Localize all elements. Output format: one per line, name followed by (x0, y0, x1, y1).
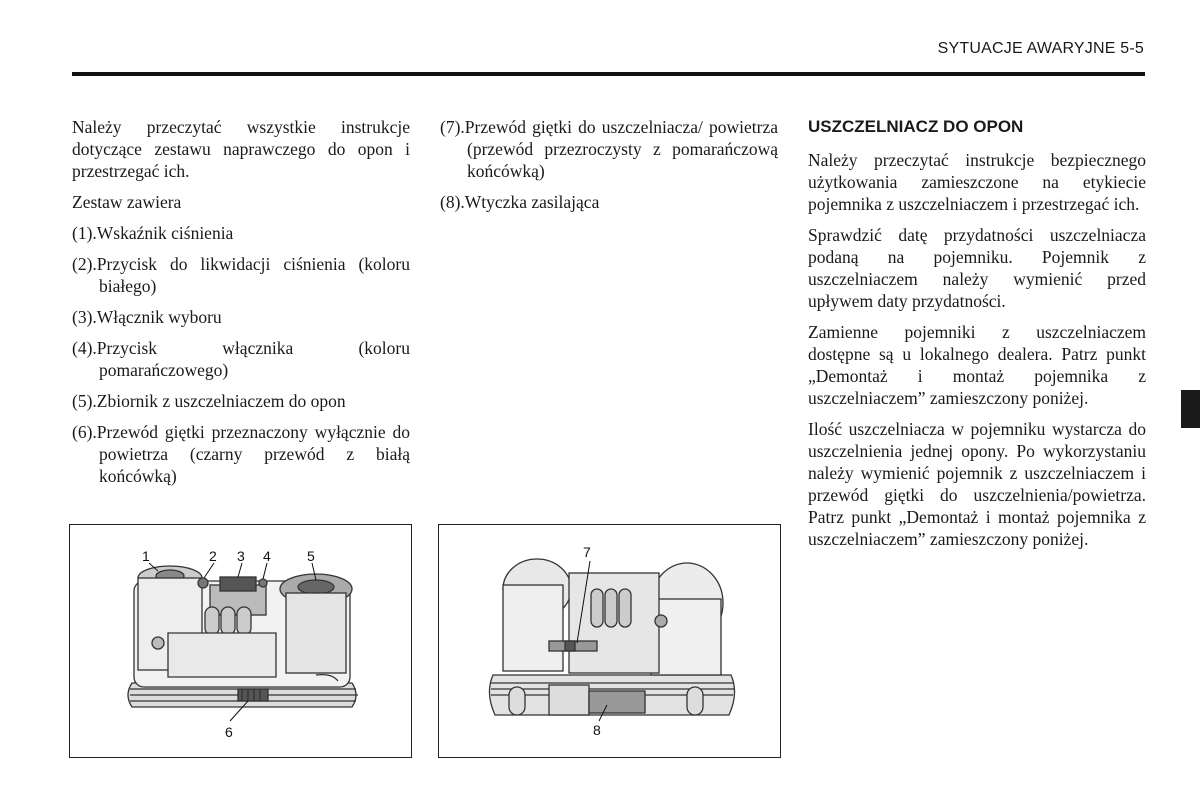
intro-paragraph: Należy przeczytać wszystkie instrukcje dotyczące zestawu naprawczego do opon i przestrzegać ich. (72, 117, 410, 181)
callout-2: 2 (209, 548, 217, 564)
header-rule (72, 72, 1145, 76)
callout-6: 6 (225, 724, 233, 740)
list-item: (4).Przycisk włącznika (koloru pomarańczowego) (72, 338, 410, 380)
list-item: (8).Wtyczka zasilająca (440, 192, 600, 212)
list-item: (1).Wskaźnik ciśnienia (72, 223, 234, 243)
section-heading: USZCZELNIACZ DO OPON (808, 117, 1024, 136)
column-right (808, 116, 1146, 559)
page-header: SYTUACJE AWARYJNE 5-5 (937, 40, 1144, 57)
column-middle (440, 116, 778, 222)
callout-3: 3 (237, 548, 245, 564)
list-item: (7).Przewód giętki do uszczelniacza/ powietrza (przewód przezroczysty z pomarańczową końcówką) (440, 117, 778, 181)
compressor-rear-illustration (439, 525, 780, 757)
list-item: (3).Włącznik wyboru (72, 307, 222, 327)
paragraph: Sprawdzić datę przydatności uszczelniacza podaną na pojemniku. Pojemnik z uszczelniaczem należy wymienić przed upływem daty przydatności. (808, 225, 1146, 311)
paragraph: Ilość uszczelniacza w pojemniku wystarcza do uszczelnienia jednej opony. Po wykorzystaniu należy wymienić pojemnik z uszczelniaczem i przewód giętki do uszczelnienia/powietrza. Patrz punkt „Demontaż i montaż pojemnika z uszczelniaczem” zamieszczony poniżej. (808, 419, 1146, 549)
paragraph: Zamienne pojemniki z uszczelniaczem dostępne są u lokalnego dealera. Patrz punkt „Demontaż i montaż pojemnika z uszczelniaczem” zamieszczony poniżej. (808, 322, 1146, 408)
paragraph: Należy przeczytać instrukcje bezpiecznego użytkowania zamieszczone na etykiecie pojemnika z uszczelniaczem i przestrzegać ich. (808, 150, 1146, 214)
list-item: (2).Przycisk do likwidacji ciśnienia (koloru białego) (72, 254, 410, 296)
compressor-front-illustration (70, 525, 411, 757)
column-left (72, 116, 410, 496)
callout-7: 7 (583, 544, 591, 560)
list-item: (5).Zbiornik z uszczelniaczem do opon (72, 391, 346, 411)
kit-label: Zestaw zawiera (72, 192, 182, 212)
callout-1: 1 (142, 548, 150, 564)
compressor-rear-figure (438, 524, 781, 758)
callout-5: 5 (307, 548, 315, 564)
list-item: (6).Przewód giętki przeznaczony wyłącznie do powietrza (czarny przewód z białą końcówką) (72, 422, 410, 486)
compressor-front-figure (69, 524, 412, 758)
callout-4: 4 (263, 548, 271, 564)
callout-8: 8 (593, 722, 601, 738)
chapter-tab-marker (1181, 390, 1200, 428)
